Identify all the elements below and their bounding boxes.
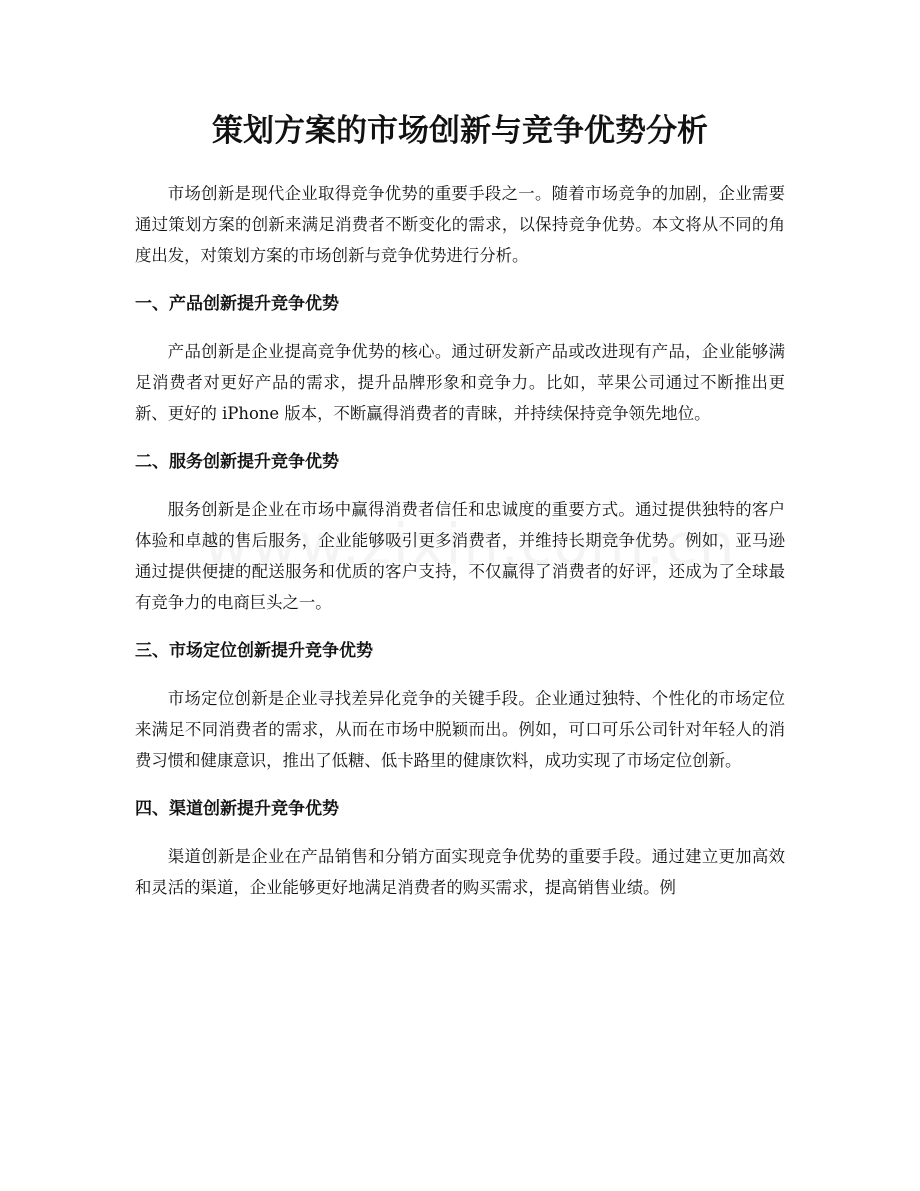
section-body-channel: 渠道创新是企业在产品销售和分销方面实现竞争优势的重要手段。通过建立更加高效和灵活的渠道，企业能够更好地满足消费者的购买需求，提高销售业绩。例 <box>135 847 785 897</box>
section-heading-service: 二、服务创新提升竞争优势 <box>135 452 339 472</box>
section-heading-positioning: 三、市场定位创新提升竞争优势 <box>135 641 373 661</box>
intro-paragraph: 市场创新是现代企业取得竞争优势的重要手段之一。随着市场竞争的加剧，企业需要通过策划方案的创新来满足消费者不断变化的需求，以保持竞争优势。本文将从不同的角度出发，对策划方案的市场创新与竞争优势进行分析。 <box>135 184 785 265</box>
section-heading-product: 一、产品创新提升竞争优势 <box>135 294 339 314</box>
section-body-product: 产品创新是企业提高竞争优势的核心。通过研发新产品或改进现有产品，企业能够满足消费者对更好产品的需求，提升品牌形象和竞争力。比如，苹果公司通过不断推出更新、更好的 iPhone 版本，不断赢得消费者的青睐，并持续保持竞争领先地位。 <box>135 342 785 423</box>
section-heading-channel: 四、渠道创新提升竞争优势 <box>135 799 339 819</box>
section-body-service: 服务创新是企业在市场中赢得消费者信任和忠诚度的重要方式。通过提供独特的客户体验和卓越的售后服务，企业能够吸引更多消费者，并维持长期竞争优势。例如，亚马逊通过提供便捷的配送服务和优质的客户支持，不仅赢得了消费者的好评，还成为了全球最有竞争力的电商巨头之一。 <box>135 500 785 612</box>
document-title: 策划方案的市场创新与竞争优势分析 <box>212 113 708 149</box>
document-body <box>135 178 785 903</box>
section-body-positioning: 市场定位创新是企业寻找差异化竞争的关键手段。企业通过独特、个性化的市场定位来满足不同消费者的需求，从而在市场中脱颖而出。例如，可口可乐公司针对年轻人的消费习惯和健康意识，推出了低糖、低卡路里的健康饮料，成功实现了市场定位创新。 <box>135 689 785 770</box>
